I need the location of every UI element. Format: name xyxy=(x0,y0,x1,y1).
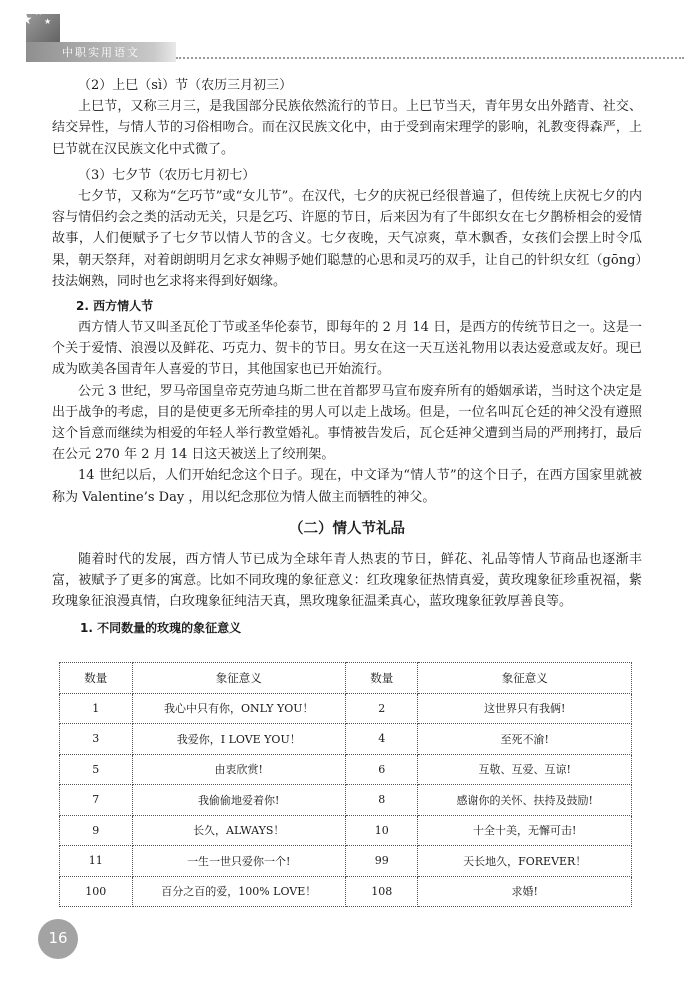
table-row xyxy=(60,876,632,907)
gifts-paragraph: 随着时代的发展，西方情人节已成为全球年青人热衷的节日，鲜花、礼品等情人节商品也逐渐丰富，被赋予了更多的寓意。比如不同玫瑰的象征意义：红玫瑰象征热情真爱，黄玫瑰象征珍重祝福，紫玫瑰象征浪漫真情，白玫瑰象征纯洁天真，黑玫瑰象征温柔真心，蓝玫瑰象征敦厚善良等。 xyxy=(52,551,642,610)
western-paragraph-1: 西方情人节又叫圣瓦伦丁节或圣华伦泰节，即每年的 2 月 14 日，是西方的传统节日之一。这是一个关于爱情、浪漫以及鲜花、巧克力、贺卡的节日。男女在这一天互送礼物用以表达爱意或友好。现已成为欧美各国青年人喜爱的节日，其他国家也已开始流行。 xyxy=(52,320,642,378)
table-row xyxy=(60,815,632,846)
table-cell: 100 xyxy=(60,876,133,907)
table-cell: 长久，ALWAYS！ xyxy=(132,815,345,846)
table-row xyxy=(60,754,632,785)
page-content xyxy=(52,75,642,639)
table-cell: 感谢你的关怀、扶持及鼓励! xyxy=(418,785,632,816)
table-row xyxy=(60,846,632,877)
table-cell: 6 xyxy=(345,754,418,785)
table-header-cell: 数量 xyxy=(60,663,133,694)
table-cell: 百分之百的爱，100% LOVE！ xyxy=(132,876,345,907)
table-header-cell: 数量 xyxy=(345,663,418,694)
western-heading: 2. 西方情人节 xyxy=(76,299,154,314)
table-cell: 求婚! xyxy=(418,876,632,907)
table-cell: 11 xyxy=(60,846,133,877)
table-cell: 99 xyxy=(345,846,418,877)
table-row xyxy=(60,785,632,816)
book-title: 中职实用语文 xyxy=(62,46,140,59)
table-cell: 这世界只有我俩! xyxy=(418,693,632,724)
table-cell: 由衷欣赏! xyxy=(132,754,345,785)
table-row xyxy=(60,724,632,755)
star-icon: ★ xyxy=(44,17,52,26)
table-cell: 3 xyxy=(60,724,133,755)
table-cell: 108 xyxy=(345,876,418,907)
table-cell: 4 xyxy=(345,724,418,755)
qixi-paragraph: 七夕节，又称为“乞巧节”或“女儿节”。在汉代，七夕的庆祝已经很普遍了，但传统上庆祝七夕的内容与情侣约会之类的活动无关，只是乞巧、许愿的节日，后来因为有了牛郎织女在七夕鹊桥相会的爱情故事，人们便赋予了七夕节以情人节的含义。七夕夜晚，天气凉爽，草木飘香，女孩们会摆上时令瓜果，朝天祭拜，对着朗朗明月乞求女神赐予她们聪慧的心思和灵巧的双手，让自己的针织女红（gōng）技法娴熟，同时也乞求将来得到好姻缘。 xyxy=(52,189,642,289)
table-cell: 我爱你，I LOVE YOU！ xyxy=(132,724,345,755)
rose-meaning-table xyxy=(59,662,632,907)
qixi-heading: （3）七夕节（农历七月初七） xyxy=(78,167,256,183)
table-cell: 互敬、互爱、互谅! xyxy=(418,754,632,785)
page-number: 16 xyxy=(48,929,68,947)
table-cell: 我心中只有你，ONLY YOU！ xyxy=(132,693,345,724)
table-cell: 天长地久，FOREVER！ xyxy=(418,846,632,877)
table-cell: 7 xyxy=(60,785,133,816)
western-paragraph-3: 14 世纪以后，人们开始纪念这个日子。现在，中文译为“情人节”的这个日子，在西方国家里就被称为 Valentine’s Day ，用以纪念那位为情人做主而牺牲的神父。 xyxy=(52,468,642,505)
table-cell: 2 xyxy=(345,693,418,724)
table-cell: 一生一世只爱你一个! xyxy=(132,846,345,877)
table-cell: 9 xyxy=(60,815,133,846)
table-cell: 1 xyxy=(60,693,133,724)
shangsi-paragraph: 上巳节，又称三月三，是我国部分民族依然流行的节日。上巳节当天，青年男女出外踏青、社交、结交异性，与情人节的习俗相吻合。而在汉民族文化中，由于受到南宋理学的影响，礼教变得森严，上巳节就在汉民族文化中式微了。 xyxy=(52,99,642,157)
table-cell: 至死不渝! xyxy=(418,724,632,755)
gifts-heading: （二）情人节礼品 xyxy=(289,520,405,537)
star-icon: ★ xyxy=(34,7,43,18)
roses-heading: 1. 不同数量的玫瑰的象征意义 xyxy=(80,621,242,636)
star-icon: ★ xyxy=(20,12,33,28)
table-cell: 5 xyxy=(60,754,133,785)
table-cell: 十全十美，无懈可击! xyxy=(418,815,632,846)
table-header-cell: 象征意义 xyxy=(132,663,345,694)
table-header-row xyxy=(60,663,632,694)
western-paragraph-2: 公元 3 世纪，罗马帝国皇帝克劳迪乌斯二世在首都罗马宣布废弃所有的婚姻承诺，当时这个决定是出于战争的考虑，目的是使更多无所牵挂的男人可以走上战场。但是，一位名叫瓦仑廷的神父没有遵照这个旨意而继续为相爱的年轻人举行教堂婚礼。事情被告发后，瓦仑廷神父遭到当局的严刑拷打，最后在公元 270 年 2 月 14 日这天被送上了绞刑架。 xyxy=(52,383,642,463)
table-row xyxy=(60,693,632,724)
table-header-cell: 象征意义 xyxy=(418,663,632,694)
table-cell: 8 xyxy=(345,785,418,816)
table-cell: 我偷偷地爱着你! xyxy=(132,785,345,816)
table-cell: 10 xyxy=(345,815,418,846)
header-divider xyxy=(176,57,684,59)
shangsi-heading: （2）上巳（sì）节（农历三月初三） xyxy=(78,78,293,93)
